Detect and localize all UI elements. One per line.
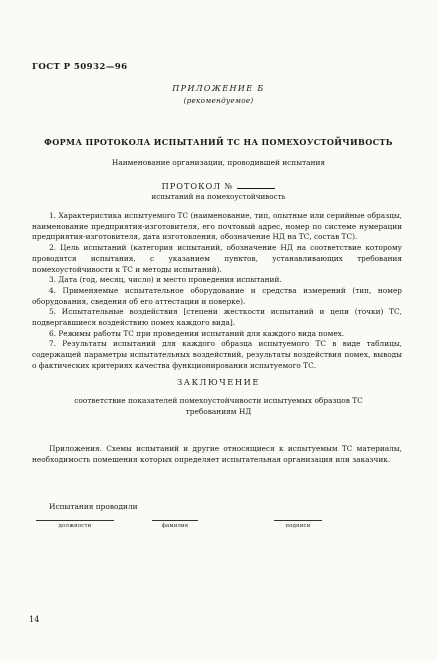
protocol-items (32, 211, 402, 372)
signature-field-surname (152, 516, 198, 529)
list-item: 2. Цель испытаний (категория испытаний, обозначение НД на соответствие которому проводятся испытания, с указанием пунктов, устанавливающих требования помехоустойчивости к ТС и методы испытаний). (32, 243, 402, 274)
signature-caption: подписи (285, 523, 311, 529)
signature-line (152, 516, 198, 521)
list-item: 4. Применяемые испытательное оборудование и средства измерений (тип, номер оборудования, сведения об его аттестации и поверке). (32, 285, 402, 306)
appendix-status: (рекомендуемое) (183, 96, 254, 105)
surname-caption: фамилия (161, 523, 189, 529)
appendices-note-text: Приложения. Схемы испытаний и другие относящиеся к испытуемым ТС материалы, необходимость помешения которых определяет испытательная организация или заказчик. (32, 444, 402, 464)
page-number: 14 (29, 614, 40, 624)
signature-field-position (36, 516, 114, 529)
signature-line (36, 516, 114, 521)
list-item: 3. Дата (год, месяц, число) и место проведения испытаний. (49, 275, 282, 285)
conclusion-title: ЗАКЛЮЧЕНИЕ (177, 377, 260, 387)
protocol-label: ПРОТОКОЛ № (161, 181, 234, 191)
form-title: ФОРМА ПРОТОКОЛА ИСПЫТАНИЙ ТС НА ПОМЕХОУСТОЙЧИВОСТЬ (44, 137, 393, 147)
tests-by-label: Испытания проводили (49, 502, 138, 511)
position-caption: должности (58, 523, 92, 529)
list-item: 6. Режимы работы ТС при проведении испытаний для каждого вида помех. (49, 328, 345, 338)
standard-number: ГОСТ Р 50932—96 (32, 62, 128, 72)
protocol-subtitle: испытаний на помехоустойчивость (151, 192, 286, 201)
appendix-title: ПРИЛОЖЕНИЕ Б (172, 84, 265, 93)
list-item: 1. Характеристика испытуемого ТС (наименование, тип, опытные или серийные образцы, наименование предприятия-изготовителя, его почтовый адрес, номер по системе нумерации предприятия-изготовителя, дата изготовления, обозначение НД на ТС, состав ТС). (32, 211, 402, 242)
signature-line (274, 516, 322, 521)
organization-line: Наименование организации, проводившей испытания (111, 158, 326, 167)
list-item: 5. Испытательные воздействия [степени жесткости испытаний и цепи (точки) ТС, подвергавшиеся воздействию помех каждого вида]. (32, 307, 402, 328)
appendices-note (32, 444, 402, 465)
list-item: 7. Результаты испытаний для каждого образца испытуемого ТС в виде таблицы, содержащей параметры испытательных воздействий, результаты воздействия помех, выводы о фактических критериях качества функционирования испытуемого ТС. (32, 339, 402, 370)
conclusion-text: соответствие показателей помехоустойчивости испытуемых образцов ТС требованиям НД (74, 396, 363, 416)
protocol-heading (0, 180, 437, 191)
signature-field-signature (274, 516, 322, 529)
protocol-number-blank (237, 180, 275, 189)
